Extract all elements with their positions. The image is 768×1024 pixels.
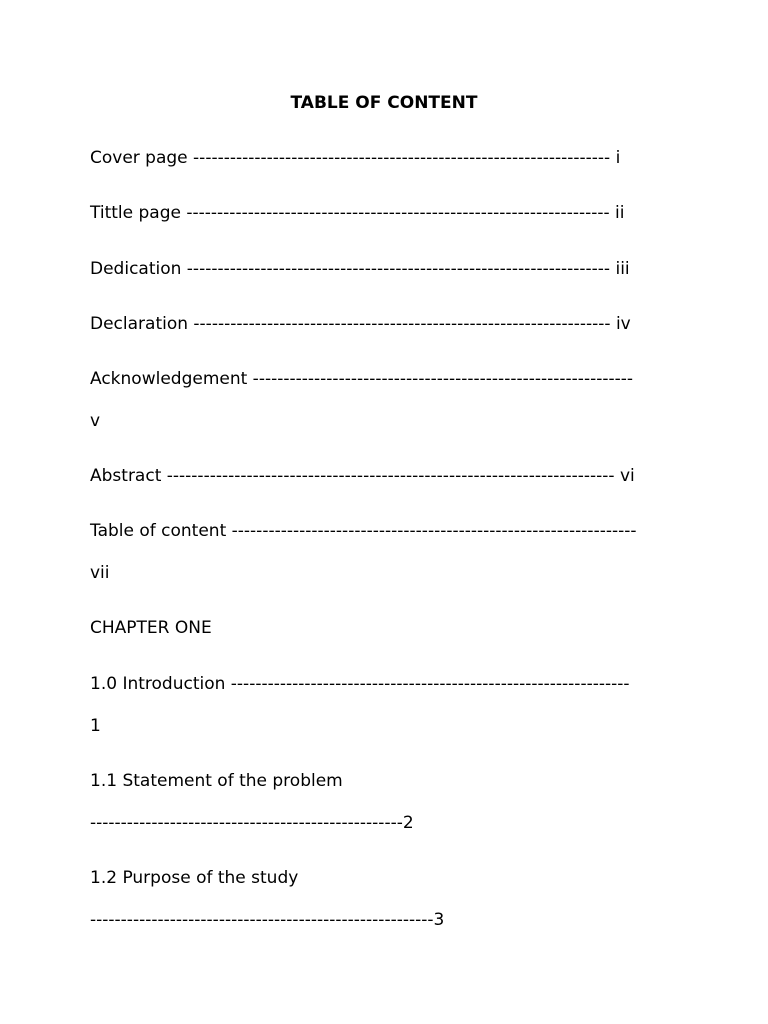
toc-entry-acknowledgement: Acknowledgement -------------------------------------------------------------- xyxy=(90,369,634,389)
toc-entry-declaration: Declaration -------------------------------------------------------------------- iv xyxy=(90,314,631,334)
toc-entry-cover-page: Cover page -------------------------------------------------------------------- i xyxy=(90,148,621,168)
toc-entry-abstract: Abstract ------------------------------------------------------------------------- vi xyxy=(90,466,635,486)
toc-entry-table-of-content: Table of content ------------------------------------------------------------------ xyxy=(90,521,637,541)
chapter-heading: CHAPTER ONE xyxy=(90,618,212,638)
document-title: TABLE OF CONTENT xyxy=(290,93,478,113)
toc-entry-purpose-of-study: 1.2 Purpose of the study xyxy=(90,868,299,888)
toc-entry-introduction: 1.0 Introduction ----------------------------------------------------------------- xyxy=(90,674,630,694)
toc-entry-acknowledgement-page: v xyxy=(90,411,101,431)
toc-entry-statement-of-problem: 1.1 Statement of the problem xyxy=(90,771,343,791)
toc-entry-dedication: Dedication --------------------------------------------------------------------- iii xyxy=(90,259,630,279)
toc-entry-purpose-of-study-page: --------------------------------------------------------3 xyxy=(90,910,445,930)
toc-entry-title-page: Tittle page --------------------------------------------------------------------- ii xyxy=(90,203,625,223)
toc-entry-table-of-content-page: vii xyxy=(90,563,110,583)
toc-entry-statement-of-problem-page: ---------------------------------------------------2 xyxy=(90,813,414,833)
toc-entry-introduction-page: 1 xyxy=(90,716,101,736)
